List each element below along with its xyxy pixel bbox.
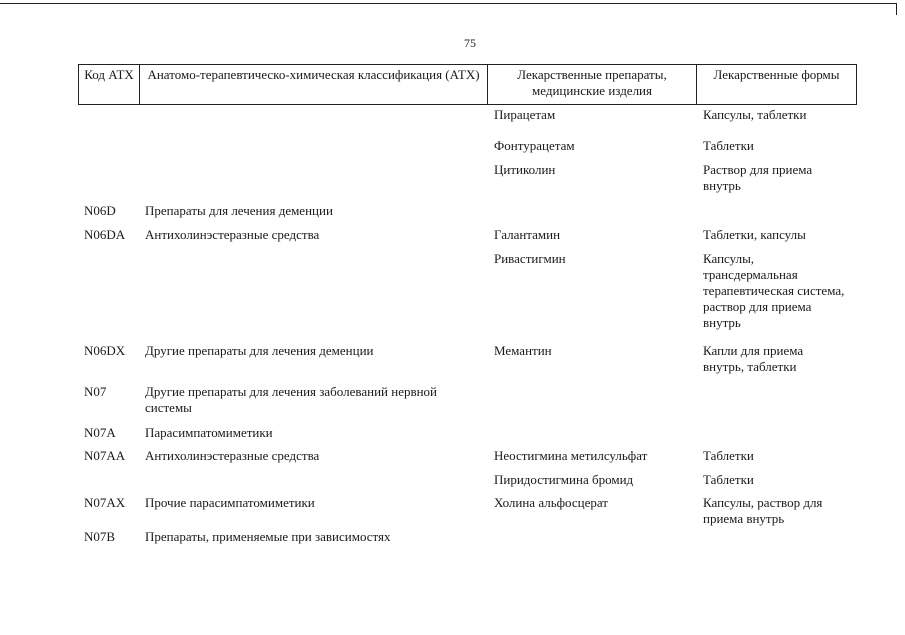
atc-code: N07A <box>84 425 116 440</box>
drug-name: Мемантин <box>494 343 552 358</box>
atc-classification: Антихолинэстеразные средства <box>145 448 320 463</box>
atc-code: N07B <box>84 529 116 544</box>
dosage-form: Капсулы, раствор для приема внутрь <box>703 495 823 526</box>
drug-name: Ривастигмин <box>494 251 566 266</box>
header-code: Код АТХ <box>84 67 134 82</box>
atc-code: N06D <box>84 203 116 218</box>
drug-name: Пиридостигмина бромид <box>494 472 634 487</box>
drug-name: Неостигмина метилсульфат <box>494 448 648 463</box>
header-forms: Лекарственные формы <box>696 65 856 104</box>
atc-classification: Другие препараты для лечения заболеваний нервной системы <box>145 384 438 415</box>
atc-code: N07 <box>84 384 107 399</box>
dosage-form: Таблетки <box>703 448 754 463</box>
dosage-form: Капсулы, трансдермальная терапевтическая система, раствор для приема внутрь <box>703 251 845 330</box>
dosage-form: Раствор для приема внутрь <box>703 162 813 193</box>
atc-classification: Другие препараты для лечения деменции <box>145 343 374 358</box>
atc-classification: Препараты, применяемые при зависимостях <box>145 529 391 544</box>
atc-classification: Препараты для лечения деменции <box>145 203 333 218</box>
drug-name: Галантамин <box>494 227 561 242</box>
atc-classification: Антихолинэстеразные средства <box>145 227 320 242</box>
atc-code: N07AX <box>84 495 126 510</box>
drug-name: Фонтурацетам <box>494 138 575 153</box>
atc-code: N06DX <box>84 343 126 358</box>
page-border-corner <box>896 3 897 15</box>
atc-classification: Парасимпатомиметики <box>145 425 273 440</box>
drug-name: Цитиколин <box>494 162 556 177</box>
dosage-form: Таблетки <box>703 472 754 487</box>
header-drugs: Лекарственные препараты, медицинские изделия <box>487 65 696 104</box>
drug-name: Холина альфосцерат <box>494 495 608 510</box>
atc-code: N06DA <box>84 227 126 242</box>
page-border-line <box>0 3 896 4</box>
page-number: 75 <box>464 36 476 50</box>
dosage-form: Капсулы, таблетки <box>703 107 807 122</box>
table-header <box>78 64 857 105</box>
dosage-form: Таблетки, капсулы <box>703 227 806 242</box>
atc-classification: Прочие парасимпатомиметики <box>145 495 315 510</box>
atc-code: N07AA <box>84 448 126 463</box>
dosage-form: Таблетки <box>703 138 754 153</box>
dosage-form: Капли для приема внутрь, таблетки <box>703 343 804 374</box>
drug-name: Пирацетам <box>494 107 556 122</box>
header-classification: Анатомо-терапевтическо-химическая классификация (АТХ) <box>139 65 487 104</box>
